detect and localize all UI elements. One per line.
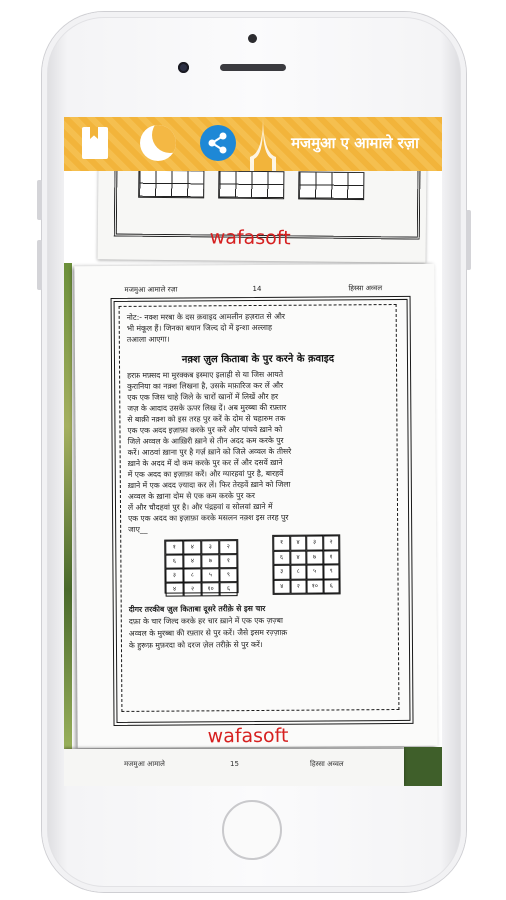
footer-line: के हुरूफ़ मुफ़रदा को दरज ज़ेल तरीक़े से पुर करें।	[128, 639, 263, 650]
power-button	[466, 210, 471, 270]
grid-cell: ४	[183, 554, 201, 568]
footer-line: दफ़ा के चार जिल्द करके हर चार ख़ाने में एक एक ज़ज़्बा	[128, 615, 283, 626]
grid-cell: ४	[183, 540, 201, 554]
page-edge-strip	[404, 747, 442, 786]
body-line: हरफ़ मफ़्सद मा मुरक्कब इस्माए इलाही से या जिस आयते	[127, 369, 284, 380]
grid-cell: ९	[219, 568, 237, 582]
app-screen	[64, 117, 442, 786]
page-header-left: मजमुआ आमाले रज़ा	[124, 285, 178, 294]
book-page[interactable]	[74, 264, 437, 749]
grid-cell: ६	[273, 550, 290, 565]
body-line: एक एक जिस चाहे जिले के चारों खानों में लिखें और हर	[127, 391, 279, 402]
grid-cell: ६	[165, 555, 183, 569]
grid-cell: ७	[306, 550, 323, 565]
earpiece-speaker	[220, 64, 286, 71]
home-button[interactable]	[222, 800, 282, 860]
proximity-sensor	[248, 34, 257, 43]
body-line: करें। आठवां ख़ाना पुर है गर्ज़ ख़ाने को जिले अव्वल के तीसरे	[127, 446, 292, 457]
body-line: अव्वल के ख़ाना दोम से एक कम करके पुर कर	[127, 491, 255, 501]
body-line: जज़ के आदाद उसके ऊपर लिख दें। अब मुरब्बा की रफ़्तार	[127, 402, 287, 413]
grid-cell: २	[219, 540, 237, 554]
side-button	[37, 180, 42, 220]
number-grid	[218, 171, 284, 200]
section-heading: नक़्श ज़ुल किताबा के पुर करने के क़वाइद	[181, 353, 335, 366]
grid-cell: ३	[306, 536, 323, 551]
magic-square-grid-1	[164, 539, 238, 594]
grid-cell: १	[273, 536, 290, 551]
body-line: में एक अदद का इज़ाफ़ा करें। और ग्यारहवां पुर है, बारहवें	[127, 468, 284, 479]
next-page-header-right: हिस्सा अव्वल	[310, 760, 344, 768]
page-header-right: हिस्सा अव्वल	[348, 284, 383, 293]
grid-cell: १०	[202, 582, 220, 596]
grid-cell: १०	[307, 579, 324, 594]
body-line: कुरानिया का नक़्श लिखना है, उसके मफ़ारिज कर लें और	[127, 380, 284, 391]
grid-cell: १	[323, 550, 340, 565]
note-line: तआला आएगा।	[126, 334, 170, 344]
next-page-header-left: मजमुआ आमाले	[124, 760, 165, 768]
watermark: wafasoft	[207, 724, 289, 748]
grid-cell: ३	[273, 565, 290, 580]
body-line: एक एक अदद का इज़ाफ़ा करके मसलन नक़्श इस तरह पुर	[128, 512, 289, 523]
app-toolbar	[64, 117, 442, 171]
grid-cell: ३	[165, 569, 183, 583]
grid-cell: ५	[306, 565, 323, 580]
previous-page	[98, 163, 427, 262]
watermark: wafasoft	[209, 226, 291, 250]
volume-button	[37, 240, 42, 290]
body-line: ख़ाने में एक अदद ज़्यादा कर लें। फिर तेरहवें ख़ाने को जिला	[127, 479, 291, 490]
footer-line: दीगर तरकीब ज़ुल किताबा दूसरे तरीक़े से इस चार	[128, 603, 266, 614]
page-number: 14	[252, 284, 262, 294]
grid-cell: ३	[201, 540, 219, 554]
magic-square-grid-2	[272, 534, 340, 594]
grid-cell: २	[323, 535, 340, 550]
body-line: लें और चौदहवां पुर है। और पंद्रहवां व सोलवां ख़ाने में	[127, 501, 273, 512]
grid-cell: ६	[323, 579, 340, 594]
app-title: मजमुआ ए आमाले रज़ा	[291, 134, 419, 152]
grid-cell: २	[290, 579, 307, 594]
grid-cell: ६	[220, 582, 238, 596]
grid-cell: १	[219, 554, 237, 568]
grid-cell: ४	[290, 536, 307, 551]
body-line: एक एक अदद इज़ाफ़ा करके पुर करें और पांचवे ख़ाने को	[127, 424, 283, 435]
grid-cell: ८	[183, 568, 201, 582]
moon-icon[interactable]	[140, 125, 176, 161]
grid-cell: ४	[290, 550, 307, 565]
grid-cell: ४	[274, 579, 291, 594]
grid-cell: ९	[323, 564, 340, 579]
body-line: से बाक़ी नक़्श को इस तरह पुर करें के दोम से चहारुम तक	[127, 413, 286, 424]
number-grid	[138, 170, 204, 199]
footer-line: अव्वल के मुरब्बा की रफ़्तार से पुर करें। जैसे इसम रज़्ज़ाक़	[128, 627, 288, 638]
grid-cell: ८	[290, 565, 307, 580]
front-camera	[178, 62, 189, 73]
body-line: जिले अव्वल के आख़िरी ख़ाने से तीन अदद कम करके पुर	[127, 435, 284, 446]
grid-cell: २	[184, 582, 202, 596]
note-line: नोट:- नक्श मरबा के दस क़वाइद आमलीन हज़रात से और	[126, 311, 285, 322]
share-icon[interactable]	[200, 125, 236, 161]
grid-cell: ७	[201, 554, 219, 568]
grid-cell: ५	[201, 568, 219, 582]
body-line: जाए__	[128, 524, 148, 534]
page-edge-strip	[64, 263, 72, 753]
grid-cell: ४	[166, 583, 184, 597]
next-page	[64, 749, 404, 786]
next-page-number: 15	[230, 760, 239, 768]
body-line: ख़ाने के अदद में दो कम करके पुर कर लें और दसवें ख़ाने	[127, 457, 283, 468]
grid-cell: १	[165, 541, 183, 555]
note-line: भी मंकूल हैं। जिनका बयान जिल्द दो में इन्शा अल्लाह	[126, 322, 273, 333]
number-grid	[298, 171, 364, 200]
bookmark-icon[interactable]	[82, 127, 108, 159]
